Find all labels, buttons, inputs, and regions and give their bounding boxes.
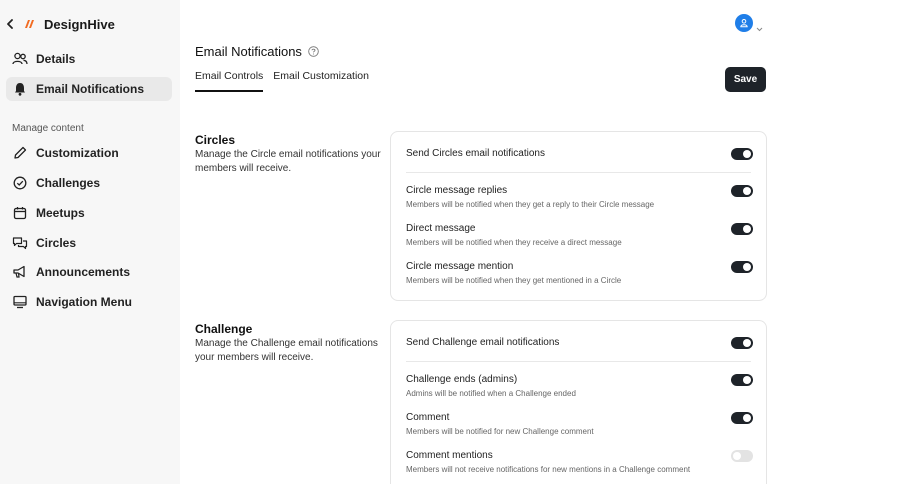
chat-bubbles-icon [12,235,28,251]
sidebar-item-meetups[interactable] [6,201,172,225]
brand [4,14,115,34]
challenge-card [390,320,767,484]
back-arrow-icon[interactable] [4,19,16,29]
save-button[interactable]: Save [725,67,766,92]
users-icon [12,51,28,67]
megaphone-icon [12,264,28,280]
sidebar-item-label: Announcements [36,265,131,279]
challenge-master-toggle[interactable] [731,337,753,349]
row-title: Comment mentions [406,450,493,461]
row-subtitle: Members will be notified for new Challenge comment [406,427,594,436]
avatar[interactable] [735,14,753,32]
sidebar-item-customization[interactable] [6,141,172,165]
check-circle-icon [12,175,28,191]
sidebar-item-challenges[interactable] [6,171,172,195]
circles-section-title: Circles [195,133,236,147]
row-title: Circle message mention [406,261,514,272]
tab-email-controls[interactable]: Email Controls [195,70,263,92]
row-title: Challenge ends (admins) [406,374,518,385]
sidebar-item-email-notifications[interactable] [6,77,172,101]
sidebar-item-label: Email Notifications [36,82,145,96]
circle-message-replies-toggle[interactable] [731,185,753,197]
sidebar-item-label: Details [36,52,76,66]
circle-message-mention-toggle[interactable] [731,261,753,273]
divider [406,172,751,173]
circles-card [390,131,767,301]
sidebar-item-navigation-menu[interactable] [6,290,172,314]
sidebar [0,0,180,484]
challenge-master-label: Send Challenge email notifications [406,337,560,348]
row-subtitle: Members will not receive notifications for new mentions in a Challenge comment [406,465,691,474]
section-label-manage-content: Manage content [12,123,84,134]
sidebar-item-label: Navigation Menu [36,295,133,309]
sidebar-item-details[interactable] [6,47,172,71]
comment-mentions-toggle[interactable] [731,450,753,462]
brand-name: DesignHive [44,16,115,32]
circles-master-toggle[interactable] [731,148,753,160]
chevron-down-icon[interactable] [756,19,763,37]
monitor-icon [12,294,28,310]
tabs [195,70,379,92]
sidebar-item-label: Meetups [36,206,85,220]
divider [406,361,751,362]
challenge-section-description: Manage the Challenge email notifications your members will receive. [195,338,378,363]
calendar-icon [12,205,28,221]
row-subtitle: Members will be notified when they receive a direct message [406,238,622,247]
row-subtitle: Members will be notified when they get mentioned in a Circle [406,276,622,285]
sidebar-item-label: Circles [36,236,77,250]
row-title: Direct message [406,223,476,234]
page-title-text: Email Notifications [195,44,302,59]
help-icon[interactable] [308,46,319,57]
challenge-ends-toggle[interactable] [731,374,753,386]
row-subtitle: Members will be notified when they get a reply to their Circle message [406,200,655,209]
brand-logo-icon [22,17,36,31]
user-icon [739,18,749,28]
row-title: Comment [406,412,450,423]
sidebar-item-label: Customization [36,146,119,160]
sidebar-item-announcements[interactable] [6,260,172,284]
circles-section-description: Manage the Circle email notifications your members will receive. [195,149,381,174]
row-subtitle: Admins will be notified when a Challenge ended [406,389,576,398]
comment-toggle[interactable] [731,412,753,424]
circles-master-label: Send Circles email notifications [406,148,545,159]
challenge-section-title: Challenge [195,322,253,336]
pencil-icon [12,145,28,161]
row-title: Circle message replies [406,185,508,196]
tab-email-customization[interactable]: Email Customization [273,70,369,82]
sidebar-item-label: Challenges [36,176,101,190]
page-title [195,44,319,59]
sidebar-item-circles[interactable] [6,231,172,255]
bell-icon [12,81,28,97]
direct-message-toggle[interactable] [731,223,753,235]
